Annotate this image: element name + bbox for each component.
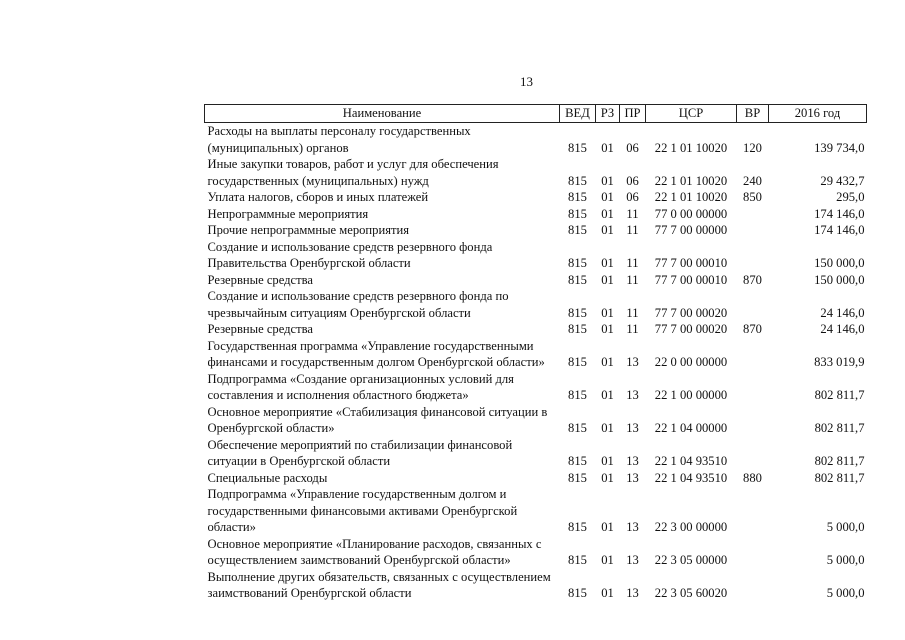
cell-ved: 815 <box>568 256 587 270</box>
cell-name: Резервные средства <box>207 322 314 336</box>
cell-vr <box>737 486 769 536</box>
cell-name: Основное мероприятие «Планирование расходов, связанных с осуществлением заимствований Оренбургской области» <box>207 536 542 567</box>
cell-amount: 29 432,7 <box>820 173 865 188</box>
cell-csr: 77 7 00 00010 <box>654 256 728 270</box>
cell-vr <box>737 288 769 321</box>
header-pr: ПР <box>620 105 646 123</box>
cell-name: Прочие непрограммные мероприятия <box>207 223 410 237</box>
cell-vr <box>737 404 769 437</box>
table-row <box>205 338 867 371</box>
table-row <box>205 222 867 239</box>
cell-ved: 815 <box>568 272 587 287</box>
cell-rz: 01 <box>601 355 614 369</box>
table-row <box>205 189 867 206</box>
cell-pr: 11 <box>626 305 639 320</box>
cell-name: Создание и использование средств резервного фонда по чрезвычайным ситуациям Оренбургской области <box>207 289 509 320</box>
cell-amount: 5 000,0 <box>826 586 865 600</box>
cell-rz: 01 <box>601 190 614 204</box>
table-row <box>205 371 867 404</box>
cell-pr: 13 <box>626 553 639 567</box>
cell-ved: 815 <box>568 520 587 534</box>
header-row <box>205 105 867 123</box>
cell-rz: 01 <box>601 388 614 402</box>
cell-amount: 174 146,0 <box>814 206 865 221</box>
cell-amount: 24 146,0 <box>820 322 865 336</box>
cell-pr: 11 <box>626 272 639 287</box>
cell-vr <box>737 371 769 404</box>
cell-name: Выполнение других обязательств, связанных с осуществлением заимствований Оренбургской области <box>207 569 551 600</box>
header-rz: РЗ <box>596 105 620 123</box>
cell-pr: 13 <box>626 520 639 534</box>
cell-csr: 77 7 00 00010 <box>654 272 728 287</box>
cell-csr: 22 1 01 10020 <box>654 173 728 188</box>
cell-pr: 11 <box>626 256 639 270</box>
cell-ved: 815 <box>568 421 587 435</box>
cell-csr: 22 1 00 00000 <box>654 388 728 402</box>
cell-pr: 13 <box>626 454 639 468</box>
cell-pr: 13 <box>626 421 639 435</box>
cell-name: Непрограммные мероприятия <box>207 206 369 221</box>
cell-rz: 01 <box>601 454 614 468</box>
cell-name: Уплата налогов, сборов и иных платежей <box>207 190 429 204</box>
table-row <box>205 239 867 272</box>
cell-rz: 01 <box>601 322 614 336</box>
cell-rz: 01 <box>601 256 614 270</box>
header-amount: 2016 год <box>769 105 867 123</box>
cell-csr: 22 3 00 00000 <box>654 520 728 534</box>
cell-csr: 22 3 05 60020 <box>654 586 728 600</box>
cell-rz: 01 <box>601 520 614 534</box>
cell-ved: 815 <box>568 305 587 320</box>
table-row <box>205 272 867 289</box>
cell-pr: 06 <box>626 173 639 188</box>
cell-vr <box>737 338 769 371</box>
cell-name: Специальные расходы <box>207 470 328 485</box>
cell-amount: 802 811,7 <box>814 470 865 485</box>
cell-ved: 815 <box>568 322 587 336</box>
cell-rz: 01 <box>601 553 614 567</box>
cell-vr <box>737 569 769 602</box>
cell-amount: 802 811,7 <box>814 421 865 435</box>
cell-pr: 11 <box>626 206 639 221</box>
cell-vr: 850 <box>743 190 762 204</box>
table-row <box>205 156 867 189</box>
cell-csr: 22 0 00 00000 <box>654 355 728 369</box>
cell-name: Государственная программа «Управление государственными финансами и государственным долгом Оренбургской области» <box>207 338 545 369</box>
header-ved: ВЕД <box>560 105 596 123</box>
cell-rz: 01 <box>601 305 614 320</box>
cell-amount: 295,0 <box>836 190 865 204</box>
cell-name: Создание и использование средств резервного фонда Правительства Оренбургской области <box>207 239 493 270</box>
cell-pr: 13 <box>626 470 639 485</box>
cell-name: Резервные средства <box>207 272 314 287</box>
cell-rz: 01 <box>601 223 614 237</box>
cell-pr: 13 <box>626 586 639 600</box>
cell-ved: 815 <box>568 190 587 204</box>
page-number: 13 <box>520 74 533 89</box>
header-vr: ВР <box>737 105 769 123</box>
cell-amount: 150 000,0 <box>814 256 865 270</box>
cell-vr <box>737 536 769 569</box>
cell-pr: 11 <box>626 223 639 237</box>
cell-amount: 150 000,0 <box>814 272 865 287</box>
cell-ved: 815 <box>568 355 587 369</box>
cell-name: Иные закупки товаров, работ и услуг для обеспечения государственных (муниципальных) нужд <box>207 157 499 188</box>
table-row <box>205 321 867 338</box>
cell-ved: 815 <box>568 173 587 188</box>
cell-vr: 870 <box>743 322 762 336</box>
cell-ved: 815 <box>568 140 587 155</box>
table-row <box>205 206 867 223</box>
cell-amount: 5 000,0 <box>826 553 865 567</box>
cell-ved: 815 <box>568 454 587 468</box>
cell-vr <box>737 222 769 239</box>
cell-csr: 77 7 00 00020 <box>654 305 728 320</box>
cell-csr: 22 1 04 93510 <box>654 454 728 468</box>
cell-vr: 120 <box>743 140 762 155</box>
cell-pr: 13 <box>626 388 639 402</box>
table-row <box>205 486 867 536</box>
table-row <box>205 569 867 602</box>
cell-name: Расходы на выплаты персоналу государственных (муниципальных) органов <box>207 124 471 155</box>
cell-pr: 13 <box>626 355 639 369</box>
cell-rz: 01 <box>601 140 614 155</box>
header-name: Наименование <box>205 105 560 123</box>
cell-csr: 22 1 01 10020 <box>654 190 728 204</box>
cell-ved: 815 <box>568 223 587 237</box>
cell-rz: 01 <box>601 586 614 600</box>
cell-csr: 22 1 04 93510 <box>654 470 728 485</box>
cell-ved: 815 <box>568 586 587 600</box>
cell-csr: 22 1 04 00000 <box>654 421 728 435</box>
cell-csr: 22 1 01 10020 <box>654 140 728 155</box>
cell-amount: 24 146,0 <box>820 305 865 320</box>
cell-rz: 01 <box>601 173 614 188</box>
cell-vr: 870 <box>743 272 762 287</box>
table-row <box>205 470 867 487</box>
cell-rz: 01 <box>601 272 614 287</box>
header-csr: ЦСР <box>646 105 737 123</box>
table-row <box>205 536 867 569</box>
cell-ved: 815 <box>568 470 587 485</box>
cell-amount: 5 000,0 <box>826 520 865 534</box>
cell-vr: 880 <box>743 470 762 485</box>
cell-vr <box>737 206 769 223</box>
cell-rz: 01 <box>601 421 614 435</box>
table-row <box>205 288 867 321</box>
cell-pr: 06 <box>626 190 639 204</box>
table-row <box>205 123 867 157</box>
table-body <box>205 123 867 602</box>
cell-vr: 240 <box>743 173 762 188</box>
cell-csr: 77 7 00 00020 <box>654 322 728 336</box>
cell-amount: 802 811,7 <box>814 454 865 468</box>
cell-rz: 01 <box>601 206 614 221</box>
cell-rz: 01 <box>601 470 614 485</box>
cell-csr: 77 0 00 00000 <box>654 206 728 221</box>
cell-csr: 22 3 05 00000 <box>654 553 728 567</box>
cell-vr <box>737 437 769 470</box>
cell-amount: 833 019,9 <box>814 355 865 369</box>
cell-amount: 174 146,0 <box>814 223 865 237</box>
table-row <box>205 437 867 470</box>
cell-ved: 815 <box>568 388 587 402</box>
budget-table <box>204 104 867 602</box>
cell-ved: 815 <box>568 206 587 221</box>
cell-name: Обеспечение мероприятий по стабилизации финансовой ситуации в Оренбургской области <box>207 437 513 468</box>
cell-amount: 139 734,0 <box>814 140 865 155</box>
cell-ved: 815 <box>568 553 587 567</box>
cell-amount: 802 811,7 <box>814 388 865 402</box>
table-row <box>205 404 867 437</box>
cell-csr: 77 7 00 00000 <box>654 223 728 237</box>
cell-name: Подпрограмма «Создание организационных условий для составления и исполнения областного бюджета» <box>207 371 514 402</box>
cell-name: Основное мероприятие «Стабилизация финансовой ситуации в Оренбургской области» <box>207 404 548 435</box>
table-header <box>205 105 867 123</box>
cell-pr: 11 <box>626 322 639 336</box>
cell-pr: 06 <box>626 140 639 155</box>
cell-name: Подпрограмма «Управление государственным долгом и государственными финансовыми активами Оренбургской области» <box>207 487 518 534</box>
cell-vr <box>737 239 769 272</box>
